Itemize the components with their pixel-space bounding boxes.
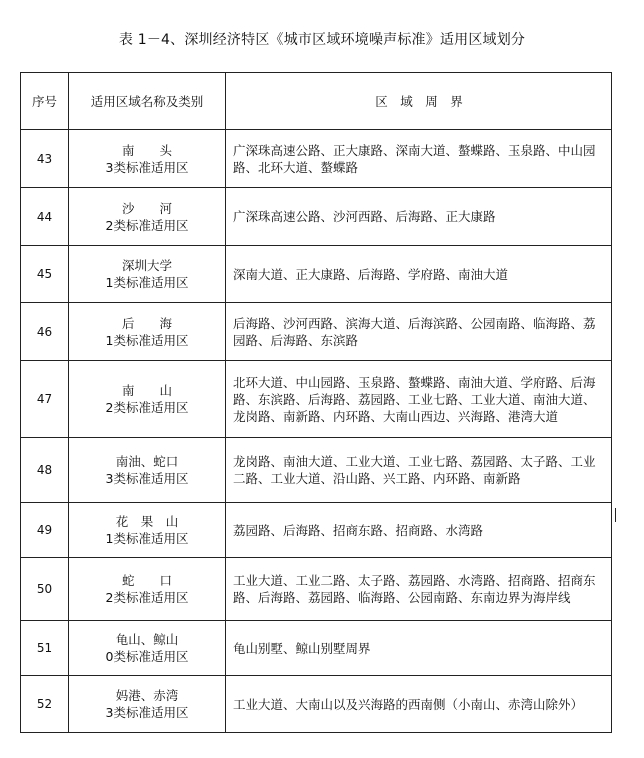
boundary-cell: 龟山别墅、鲸山别墅周界 xyxy=(226,621,612,676)
text-cursor xyxy=(615,508,616,522)
area-standard: 1类标准适用区 xyxy=(105,332,189,348)
row-number: 46 xyxy=(21,303,69,361)
area-cell xyxy=(69,676,226,733)
table-row xyxy=(21,361,612,438)
area-standard: 2类标准适用区 xyxy=(105,400,189,415)
area-standard: 0类标准适用区 xyxy=(105,649,189,664)
boundary-cell: 后海路、沙河西路、滨海大道、后海滨路、公园南路、临海路、荔园路、后海路、东滨路 xyxy=(226,303,612,361)
area-standard: 1类标准适用区 xyxy=(105,275,189,290)
table-row xyxy=(21,303,612,361)
area-name: 沙 河 xyxy=(121,200,172,216)
area-name: 蛇 口 xyxy=(121,573,172,588)
row-number: 51 xyxy=(21,621,69,676)
area-cell xyxy=(69,188,226,246)
area-standard: 2类标准适用区 xyxy=(105,217,189,233)
area-cell xyxy=(69,246,226,303)
area-standard: 3类标准适用区 xyxy=(105,159,189,175)
row-number: 52 xyxy=(21,676,69,733)
boundary-cell: 深南大道、正大康路、后海路、学府路、南油大道 xyxy=(226,246,612,303)
area-standard: 3类标准适用区 xyxy=(105,705,189,720)
row-number: 47 xyxy=(21,361,69,438)
area-cell xyxy=(69,438,226,503)
header-area-name: 适用区域名称及类别 xyxy=(69,73,226,130)
area-name: 南 头 xyxy=(121,142,172,158)
row-number: 45 xyxy=(21,246,69,303)
row-number: 50 xyxy=(21,558,69,621)
boundary-cell: 荔园路、后海路、招商东路、招商路、水湾路 xyxy=(226,503,612,558)
boundary-cell: 工业大道、大南山以及兴海路的西南侧（小南山、赤湾山除外） xyxy=(226,676,612,733)
header-boundary: 区 域 周 界 xyxy=(226,73,612,130)
area-name: 深圳大学 xyxy=(121,258,172,273)
row-number: 43 xyxy=(21,130,69,188)
area-cell xyxy=(69,503,226,558)
area-cell xyxy=(69,361,226,438)
table-row xyxy=(21,130,612,188)
boundary-cell: 广深珠高速公路、沙河西路、后海路、正大康路 xyxy=(226,188,612,246)
area-name: 南油、蛇口 xyxy=(115,454,179,469)
boundary-cell: 北环大道、中山园路、玉泉路、螯蝶路、南油大道、学府路、后海路、东滨路、后海路、荔园路、工业七路、工业大道、南油大道、龙岗路、南新路、内环路、大南山西边、兴海路、港湾大道 xyxy=(226,361,612,438)
table-row xyxy=(21,621,612,676)
header-serial: 序号 xyxy=(21,73,69,130)
table-row xyxy=(21,503,612,558)
area-cell xyxy=(69,303,226,361)
boundary-cell: 龙岗路、南油大道、工业大道、工业七路、荔园路、太子路、工业二路、工业大道、沿山路、兴工路、内环路、南新路 xyxy=(226,438,612,503)
area-standard: 2类标准适用区 xyxy=(105,590,189,605)
row-number: 49 xyxy=(21,503,69,558)
table-row xyxy=(21,438,612,503)
area-cell xyxy=(69,621,226,676)
row-number: 48 xyxy=(21,438,69,503)
table-row xyxy=(21,676,612,733)
area-name: 妈港、赤湾 xyxy=(115,688,179,703)
boundary-cell: 工业大道、工业二路、太子路、荔园路、水湾路、招商路、招商东路、后海路、荔园路、临海路、公园南路、东南边界为海岸线 xyxy=(226,558,612,621)
area-name: 花 果 山 xyxy=(115,514,179,529)
area-cell xyxy=(69,130,226,188)
zoning-table xyxy=(20,72,612,733)
boundary-cell: 广深珠高速公路、正大康路、深南大道、螯蝶路、玉泉路、中山园路、北环大道、螯蝶路 xyxy=(226,130,612,188)
table-row xyxy=(21,558,612,621)
area-standard: 3类标准适用区 xyxy=(105,471,189,486)
table-row xyxy=(21,246,612,303)
area-name: 龟山、鲸山 xyxy=(115,632,179,647)
area-name: 后 海 xyxy=(121,315,172,331)
table-row xyxy=(21,188,612,246)
table-title: 表 1－4、深圳经济特区《城市区域环境噪声标准》适用区域划分 xyxy=(118,32,526,48)
table-header-row xyxy=(21,73,612,130)
area-cell xyxy=(69,558,226,621)
area-name: 南 山 xyxy=(121,383,172,398)
area-standard: 1类标准适用区 xyxy=(105,531,189,546)
row-number: 44 xyxy=(21,188,69,246)
